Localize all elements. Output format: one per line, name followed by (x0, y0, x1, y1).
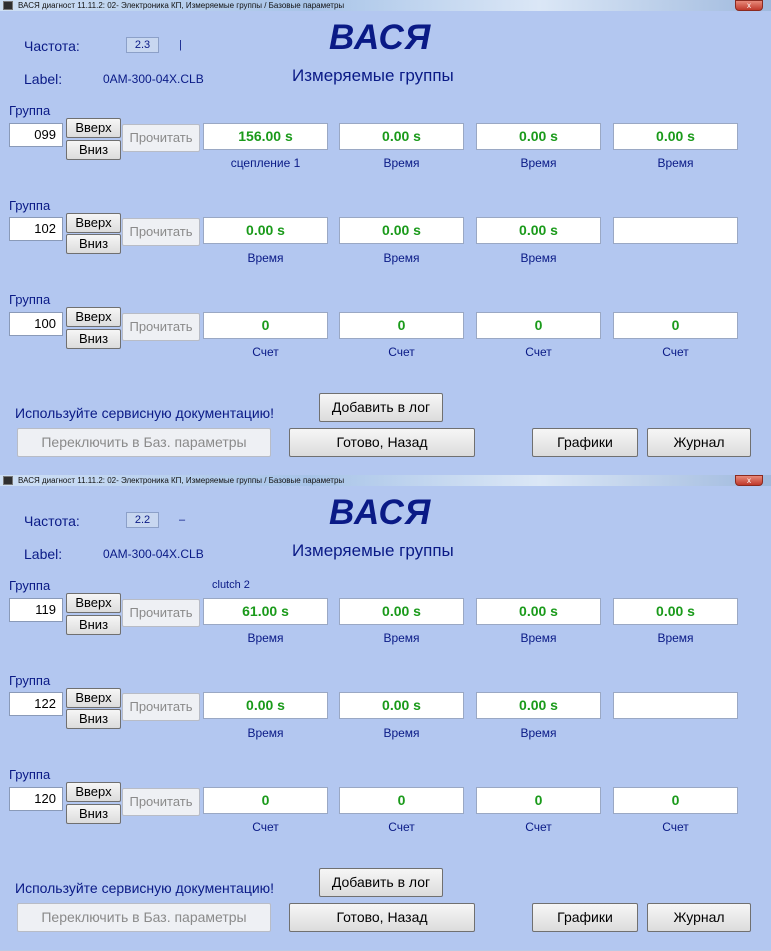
group-label: Группа (9, 578, 51, 593)
value-field (613, 692, 738, 719)
switch-basic-params-button[interactable]: Переключить в Баз. параметры (17, 428, 271, 457)
switch-basic-params-button[interactable]: Переключить в Баз. параметры (17, 903, 271, 932)
done-back-button[interactable]: Готово, Назад (289, 903, 475, 932)
value-field: 0.00 s (339, 598, 464, 625)
label-value: 0AM-300-04X.CLB (103, 72, 204, 86)
unit-label: Счет (525, 820, 552, 834)
value-field: 0 (613, 312, 738, 339)
frequency-indicator: – (179, 514, 186, 526)
value-field (613, 217, 738, 244)
title-bar (0, 475, 771, 486)
graphs-button[interactable]: Графики (532, 428, 638, 457)
value-field: 0 (476, 312, 601, 339)
group-label: Группа (9, 198, 51, 213)
value-field: 0.00 s (613, 123, 738, 150)
unit-label: Счет (252, 820, 279, 834)
unit-label: Счет (525, 345, 552, 359)
unit-label: Время (383, 726, 420, 740)
down-button[interactable]: Вниз (66, 709, 121, 729)
group-label: Группа (9, 673, 51, 688)
value-field: 0 (339, 787, 464, 814)
unit-label: Время (520, 251, 557, 265)
unit-label: Время (247, 726, 284, 740)
unit-label: Время (520, 631, 557, 645)
value-field: 0.00 s (476, 598, 601, 625)
read-button[interactable]: Прочитать (122, 599, 200, 627)
value-field: 156.00 s (203, 123, 328, 150)
group-label: Группа (9, 103, 51, 118)
page-subtitle: Измеряемые группы (292, 66, 454, 85)
unit-label: Время (520, 156, 557, 170)
unit-label: Счет (388, 820, 415, 834)
vasya-window-bottom (0, 475, 771, 950)
value-field: 0 (613, 787, 738, 814)
frequency-value: 2.3 (126, 37, 159, 53)
frequency-indicator: | (179, 39, 182, 51)
vasya-window-top (0, 0, 771, 475)
journal-button[interactable]: Журнал (647, 428, 751, 457)
page-subtitle: Измеряемые группы (292, 541, 454, 560)
window-title: ВАСЯ диагност 11.11.2: 02- Электроника КП, Измеряемые группы / Базовые параметры (18, 476, 345, 485)
app-icon (3, 476, 13, 485)
down-button[interactable]: Вниз (66, 234, 121, 254)
unit-label: Время (383, 631, 420, 645)
up-button[interactable]: Вверх (66, 213, 121, 233)
value-field: 0.00 s (203, 692, 328, 719)
unit-label: Время (657, 631, 694, 645)
value-field: 61.00 s (203, 598, 328, 625)
label-label: Label: (24, 71, 63, 87)
service-docs-note: Используйте сервисную документацию! (15, 880, 275, 896)
group-number-input[interactable]: 122 (9, 692, 63, 716)
down-button[interactable]: Вниз (66, 329, 121, 349)
done-back-button[interactable]: Готово, Назад (289, 428, 475, 457)
value-field: 0.00 s (476, 692, 601, 719)
value-field: 0.00 s (203, 217, 328, 244)
close-button[interactable]: x (735, 475, 763, 486)
unit-label: Время (247, 631, 284, 645)
value-field: 0.00 s (613, 598, 738, 625)
group-hint: clutch 2 (212, 579, 250, 591)
up-button[interactable]: Вверх (66, 593, 121, 613)
unit-label: Время (657, 156, 694, 170)
vasya-logo: ВАСЯ (329, 18, 432, 57)
service-docs-note: Используйте сервисную документацию! (15, 405, 275, 421)
unit-label: Время (520, 726, 557, 740)
add-to-log-button[interactable]: Добавить в лог (319, 868, 443, 897)
journal-button[interactable]: Журнал (647, 903, 751, 932)
up-button[interactable]: Вверх (66, 782, 121, 802)
group-number-input[interactable]: 099 (9, 123, 63, 147)
read-button[interactable]: Прочитать (122, 124, 200, 152)
label-label: Label: (24, 546, 63, 562)
value-field: 0 (203, 787, 328, 814)
unit-label: Счет (252, 345, 279, 359)
unit-label: Время (247, 251, 284, 265)
add-to-log-button[interactable]: Добавить в лог (319, 393, 443, 422)
up-button[interactable]: Вверх (66, 688, 121, 708)
unit-label: Счет (662, 820, 689, 834)
unit-label: сцепление 1 (230, 156, 301, 170)
read-button[interactable]: Прочитать (122, 313, 200, 341)
value-field: 0 (203, 312, 328, 339)
group-number-input[interactable]: 100 (9, 312, 63, 336)
group-number-input[interactable]: 119 (9, 598, 63, 622)
frequency-label: Частота: (24, 38, 80, 54)
value-field: 0.00 s (339, 217, 464, 244)
read-button[interactable]: Прочитать (122, 788, 200, 816)
graphs-button[interactable]: Графики (532, 903, 638, 932)
value-field: 0.00 s (476, 217, 601, 244)
title-bar (0, 0, 771, 11)
unit-label: Счет (662, 345, 689, 359)
vasya-logo: ВАСЯ (329, 493, 432, 532)
group-label: Группа (9, 767, 51, 782)
down-button[interactable]: Вниз (66, 140, 121, 160)
value-field: 0.00 s (339, 123, 464, 150)
value-field: 0.00 s (339, 692, 464, 719)
unit-label: Счет (388, 345, 415, 359)
unit-label: Время (383, 156, 420, 170)
value-field: 0.00 s (476, 123, 601, 150)
up-button[interactable]: Вверх (66, 307, 121, 327)
group-number-input[interactable]: 120 (9, 787, 63, 811)
frequency-value: 2.2 (126, 512, 159, 528)
group-label: Группа (9, 292, 51, 307)
app-icon (3, 1, 13, 10)
value-field: 0 (339, 312, 464, 339)
read-button[interactable]: Прочитать (122, 218, 200, 246)
down-button[interactable]: Вниз (66, 804, 121, 824)
value-field: 0 (476, 787, 601, 814)
down-button[interactable]: Вниз (66, 615, 121, 635)
group-number-input[interactable]: 102 (9, 217, 63, 241)
unit-label: Время (383, 251, 420, 265)
label-value: 0AM-300-04X.CLB (103, 547, 204, 561)
window-title: ВАСЯ диагност 11.11.2: 02- Электроника КП, Измеряемые группы / Базовые параметры (18, 1, 345, 10)
frequency-label: Частота: (24, 513, 80, 529)
read-button[interactable]: Прочитать (122, 693, 200, 721)
up-button[interactable]: Вверх (66, 118, 121, 138)
close-button[interactable]: x (735, 0, 763, 11)
